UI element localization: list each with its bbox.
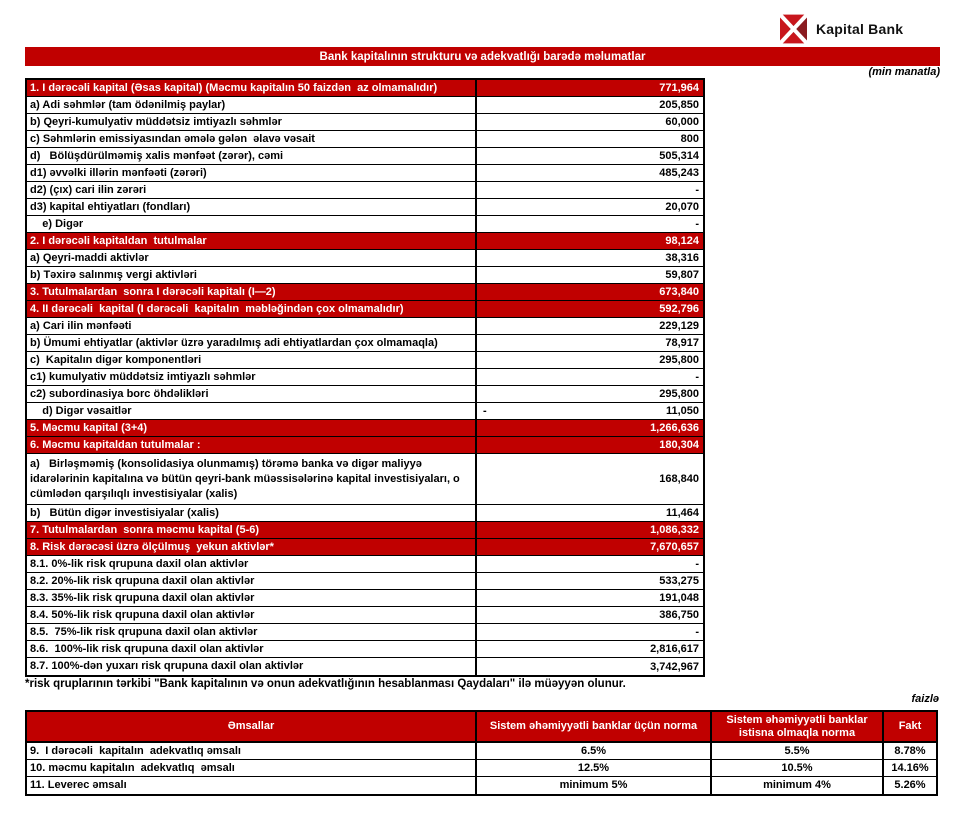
row-value: [477, 505, 703, 521]
row-label: b) Bütün digər investisiyalar (xalis): [27, 505, 477, 521]
row-value: [477, 658, 703, 675]
row-label: 2. I dərəcəli kapitaldan tutulmalar: [27, 233, 477, 249]
ratios-data-row: [27, 777, 936, 794]
row-label: d) Digər vəsaitlər: [27, 403, 477, 419]
ratio-norm-non-systemic: 5.5%: [712, 743, 884, 759]
row-label: d) Bölüşdürülməmiş xalis mənfəət (zərər), cəmi: [27, 148, 477, 164]
ratio-norm-non-systemic: 10.5%: [712, 760, 884, 776]
row-label: c) Səhmlərin emissiyasından əmələ gələn əlavə vəsait: [27, 131, 477, 147]
row-value: [477, 301, 703, 317]
capital-item-row: [27, 573, 703, 590]
ratio-label: 9. I dərəcəli kapitalın adekvatlıq əmsalı: [27, 743, 477, 759]
row-label: 8.1. 0%-lik risk qrupuna daxil olan aktivlər: [27, 556, 477, 572]
report-title-banner: [25, 47, 940, 66]
kapital-bank-logo-text: Kapital Bank: [816, 21, 904, 37]
row-label: 8.4. 50%-lik risk qrupuna daxil olan aktivlər: [27, 607, 477, 623]
value-amount: 592,796: [659, 303, 699, 315]
value-amount: 295,800: [659, 354, 699, 366]
percent-note: faizlə: [911, 693, 939, 705]
row-label: 5. Məcmu kapital (3+4): [27, 420, 477, 436]
row-label: 8.7. 100%-dən yuxarı risk qrupuna daxil olan aktivlər: [27, 658, 477, 675]
value-amount: -: [695, 218, 699, 230]
capital-item-row: [27, 267, 703, 284]
ratios-data-row: [27, 743, 936, 760]
capital-item-row: [27, 97, 703, 114]
row-value: [477, 199, 703, 215]
row-value: [477, 624, 703, 640]
ratio-fact: 14.16%: [891, 761, 929, 774]
row-value: [477, 522, 703, 538]
value-amount: 673,840: [659, 286, 699, 298]
row-label: 8.3. 35%-lik risk qrupuna daxil olan aktivlər: [27, 590, 477, 606]
value-amount: 7,670,657: [650, 541, 699, 553]
value-amount: 38,316: [665, 252, 699, 264]
value-amount: -: [695, 184, 699, 196]
capital-item-row: [27, 182, 703, 199]
capital-structure-table: [25, 78, 705, 677]
value-amount: -: [695, 558, 699, 570]
value-amount: 485,243: [659, 167, 699, 179]
capital-item-row: [27, 403, 703, 420]
ratios-header-cell: Sistem əhəmiyyətli banklar üçün norma: [477, 712, 712, 741]
row-value: [477, 454, 703, 504]
value-amount: 295,800: [659, 388, 699, 400]
row-value: [477, 403, 703, 419]
value-amount: 168,840: [659, 473, 699, 485]
row-value: [477, 165, 703, 181]
value-amount: 771,964: [659, 82, 699, 94]
capital-section-row: [27, 80, 703, 97]
capital-section-row: [27, 284, 703, 301]
ratio-norm-systemic: 6.5%: [477, 743, 712, 759]
ratios-data-row: [27, 760, 936, 777]
capital-item-row: [27, 165, 703, 182]
ratio-label: 11. Leverec əmsalı: [27, 777, 477, 794]
value-amount: -: [695, 626, 699, 638]
value-amount: 60,000: [665, 116, 699, 128]
capital-section-row: [27, 420, 703, 437]
value-amount: 205,850: [659, 99, 699, 111]
capital-item-row: [27, 335, 703, 352]
row-value: [477, 573, 703, 589]
ratio-norm-non-systemic: minimum 4%: [712, 777, 884, 794]
value-amount: -: [695, 371, 699, 383]
row-value: [477, 250, 703, 266]
row-value: [477, 114, 703, 130]
capital-item-row: [27, 352, 703, 369]
ratio-norm-systemic: minimum 5%: [477, 777, 712, 794]
value-amount: 2,816,617: [650, 643, 699, 655]
value-amount: 98,124: [665, 235, 699, 247]
value-negative-sign: -: [483, 405, 487, 417]
row-label: 7. Tutulmalardan sonra məcmu kapital (5-6): [27, 522, 477, 538]
risk-groups-footnote: *risk qruplarının tərkibi "Bank kapitalının və onun adekvatlığının hesablanması Qaydaları" ilə müəyyən olunur.: [25, 678, 626, 690]
row-label: a) Qeyri-maddi aktivlər: [27, 250, 477, 266]
capital-section-row: [27, 437, 703, 454]
row-label: 1. I dərəcəli kapital (Əsas kapital) (Məcmu kapitalın 50 faizdən az olmamalıdır): [27, 80, 477, 96]
capital-item-row: [27, 658, 703, 675]
unit-note: (min manatla): [868, 66, 940, 78]
row-label: a) Cari ilin mənfəəti: [27, 318, 477, 334]
row-value: [477, 556, 703, 572]
row-value: [477, 233, 703, 249]
capital-item-row: [27, 556, 703, 573]
ratios-header-cell: Fakt: [898, 720, 922, 732]
row-label: e) Digər: [27, 216, 477, 232]
row-label: d2) (çıx) cari ilin zərəri: [27, 182, 477, 198]
row-value: [477, 97, 703, 113]
adequacy-ratios-table: [25, 710, 938, 796]
row-value: [477, 216, 703, 232]
capital-section-row: [27, 301, 703, 318]
row-value: [477, 267, 703, 283]
capital-section-row: [27, 233, 703, 250]
value-amount: 180,304: [659, 439, 699, 451]
value-amount: 59,807: [665, 269, 699, 281]
capital-item-row: [27, 590, 703, 607]
capital-item-row: [27, 454, 703, 505]
ratio-fact: 8.78%: [894, 744, 926, 757]
row-label: 6. Məcmu kapitaldan tutulmalar :: [27, 437, 477, 453]
capital-item-row: [27, 250, 703, 267]
row-value: [477, 182, 703, 198]
row-label: c1) kumulyativ müddətsiz imtiyazlı səhmlər: [27, 369, 477, 385]
value-amount: 191,048: [659, 592, 699, 604]
row-label: c2) subordinasiya borc öhdəlikləri: [27, 386, 477, 402]
capital-item-row: [27, 131, 703, 148]
row-value: [477, 420, 703, 436]
row-label: b) Təxirə salınmış vergi aktivləri: [27, 267, 477, 283]
capital-item-row: [27, 386, 703, 403]
row-value: [477, 148, 703, 164]
row-label: 8.2. 20%-lik risk qrupuna daxil olan aktivlər: [27, 573, 477, 589]
row-label: 8.5. 75%-lik risk qrupuna daxil olan aktivlər: [27, 624, 477, 640]
capital-section-row: [27, 522, 703, 539]
value-amount: 229,129: [659, 320, 699, 332]
value-amount: 20,070: [665, 201, 699, 213]
capital-item-row: [27, 505, 703, 522]
report-title: Bank kapitalının strukturu və adekvatlığı barədə məlumatlar: [319, 50, 646, 63]
capital-section-row: [27, 539, 703, 556]
ratios-header-cell: Sistem əhəmiyyətli banklar istisna olmaqla norma: [712, 712, 884, 741]
value-amount: 11,464: [665, 507, 699, 519]
row-value: [477, 335, 703, 351]
row-value: [477, 352, 703, 368]
value-amount: 11,050: [665, 405, 699, 417]
row-label: 8.6. 100%-lik risk qrupuna daxil olan aktivlər: [27, 641, 477, 657]
row-label: d3) kapital ehtiyatları (fondları): [27, 199, 477, 215]
value-amount: 3,742,967: [650, 660, 699, 673]
row-value: [477, 607, 703, 623]
ratio-norm-systemic: 12.5%: [477, 760, 712, 776]
capital-item-row: [27, 641, 703, 658]
row-label: a) Adi səhmlər (tam ödənilmiş paylar): [27, 97, 477, 113]
row-label: c) Kapitalın digər komponentləri: [27, 352, 477, 368]
row-label: b) Qeyri-kumulyativ müddətsiz imtiyazlı səhmlər: [27, 114, 477, 130]
row-label: 8. Risk dərəcəsi üzrə ölçülmuş yekun aktivlər*: [27, 539, 477, 555]
row-value: [477, 369, 703, 385]
row-value: [477, 284, 703, 300]
kapital-bank-logo-icon: [780, 14, 807, 44]
capital-item-row: [27, 607, 703, 624]
value-amount: 800: [680, 133, 699, 145]
capital-item-row: [27, 114, 703, 131]
row-value: [477, 437, 703, 453]
capital-item-row: [27, 216, 703, 233]
value-amount: 533,275: [659, 575, 699, 587]
row-label: a) Birləşməmiş (konsolidasiya olunmamış) törəmə banka və digər maliyyə idarələrinin kapitalına və bütün qeyri-bank müəssisələrinə kapital investisiyaları, o cümlədən qarşılıqlı investisiyalar (xalis): [27, 454, 477, 504]
value-amount: 505,314: [659, 150, 699, 162]
value-amount: 1,086,332: [650, 524, 699, 536]
row-label: 4. II dərəcəli kapital (I dərəcəli kapitalın məbləğindən çox olmamalıdır): [27, 301, 477, 317]
ratio-label: 10. məcmu kapitalın adekvatlıq əmsalı: [27, 760, 477, 776]
row-value: [477, 386, 703, 402]
row-value: [477, 80, 703, 96]
row-value: [477, 590, 703, 606]
kapital-bank-logo: [780, 14, 903, 44]
row-value: [477, 131, 703, 147]
capital-item-row: [27, 369, 703, 386]
row-value: [477, 318, 703, 334]
value-amount: 78,917: [665, 337, 699, 349]
value-amount: 386,750: [659, 609, 699, 621]
capital-item-row: [27, 199, 703, 216]
row-value: [477, 539, 703, 555]
capital-item-row: [27, 148, 703, 165]
row-value: [477, 641, 703, 657]
ratios-header-row: [27, 712, 936, 743]
row-label: d1) əvvəlki illərin mənfəəti (zərəri): [27, 165, 477, 181]
capital-item-row: [27, 624, 703, 641]
ratios-header-cell: Əmsallar: [27, 712, 477, 741]
capital-item-row: [27, 318, 703, 335]
row-label: b) Ümumi ehtiyatlar (aktivlər üzrə yaradılmış adi ehtiyatlardan çox olmamaqla): [27, 335, 477, 351]
row-label: 3. Tutulmalardan sonra I dərəcəli kapitalı (I—2): [27, 284, 477, 300]
value-amount: 1,266,636: [650, 422, 699, 434]
ratio-fact: 5.26%: [894, 779, 926, 791]
